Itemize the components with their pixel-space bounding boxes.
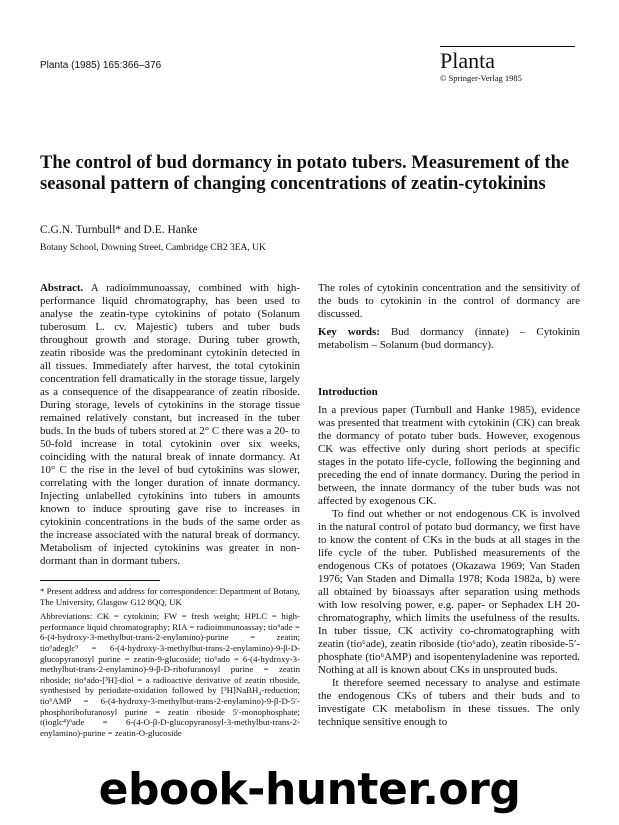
introduction-heading: Introduction bbox=[318, 386, 378, 398]
journal-logo-block bbox=[440, 46, 575, 83]
copyright-notice: © Springer-Verlag 1985 bbox=[440, 73, 522, 83]
article-authors: C.G.N. Turnbull* and D.E. Hanke bbox=[40, 224, 198, 236]
keywords-label: Key words: bbox=[318, 326, 380, 338]
intro-paragraph-2: To find out whether or not endogenous CK is involved in the natural control of potato bud dormancy, we first have to know the content of CKs in the buds at all stages in the life cycle of the tuber. Published measurements of the endogenous CKs of potatoes (Okazawa 1969; Van Staden 1976; Van Staden and Dimalla 1978; Koda 1982a, b) were all obtained by bioassays after separation using methods with low resolving power, e.g. paper- or Sephadex LH 20-chromatography, which limits the usefulness of the results. In tuber tissue, CK activity co-chromatographing with zeatin (tio⁶ade), zeatin riboside (tio⁶ado), zeatin riboside-5′-phosphate (tio⁶AMP) and isopentenyladenine was reported. Nothing at all is known about CKs in unsprouted buds. bbox=[318, 508, 580, 676]
abstract-label: Abstract. bbox=[40, 282, 84, 294]
left-column bbox=[40, 282, 300, 738]
author-affiliation: Botany School, Downing Street, Cambridge CB2 3EA, UK bbox=[40, 243, 266, 253]
right-column bbox=[318, 282, 580, 729]
keywords bbox=[318, 326, 580, 352]
abstract bbox=[40, 282, 300, 568]
watermark: ebook-hunter.org bbox=[98, 764, 521, 815]
abstract-continued: The roles of cytokinin concentration and the sensitivity of the buds to cytokinin in the control of dormancy are discussed. bbox=[318, 282, 580, 320]
journal-logo: Planta bbox=[440, 48, 495, 73]
logo-rule bbox=[440, 46, 575, 47]
footnote-divider bbox=[40, 580, 160, 581]
abstract-text: A radioimmunoassay, combined with high-performance liquid chromatography, has been used to analyse the zeatin-type cytokinins of potato (Solanum tuberosum L. cv. Majestic) tubers and tuber buds throughout growth and storage. During tuber growth, zeatin riboside was the predominant cytokinin detected in all tissues. Immediately after harvest, the total cytokinin concentration fell dramatically in the storage tissue, largely as a consequence of the disappearance of zeatin riboside. During storage, levels of cytokinins in the storage tissue remained relatively constant, but increased in the tuber buds. In the buds of tubers stored at 2° C there was a 20- to 50-fold increase in total cytokinin over six weeks, coinciding with the natural break of innate dormancy. At 10° C the rise in the level of bud cytokinins was slower, correlating with the longer duration of innate dormancy. Injecting unlabelled cytokinins into tubers in amounts known to induce sprouting gave rise to increases in cytokinin concentrations in the buds of the same order as the increase associated with the natural break of dormancy. Metabolism of injected cytokinins was greater in non-dormant than in dormant tubers. bbox=[40, 282, 300, 567]
intro-paragraph-1: In a previous paper (Turnbull and Hanke 1985), evidence was presented that treatment with cytokinin (CK) can break the dormancy of potato tuber buds. However, exogenous CK was effective only during short periods at specific stages in the potato life-cycle, following the beginning and preceding the end of innate dormancy. During the period in between, the innate dormancy of the tuber buds was not affected by exogenous CK. bbox=[318, 404, 580, 507]
correspondence-footnote: * Present address and address for correspondence: Department of Botany, The University, Glasgow G12 8QQ, UK bbox=[40, 586, 300, 607]
abbreviations-footnote: Abbreviations: CK = cytokinin; FW = fresh weight; HPLC = high-performance liquid chromatography; RIA = radioimmunoassay; tio⁶ade = 6-(4-hydroxy-3-methylbut-trans-2-enylamino)-purine = zeatin; tio⁶adeglc⁹ = 6-(4-hydroxy-3-methylbut-trans-2-enylamino)-9-β-D-glucopyranosyl purine = zeatin-9-glucoside; tio⁶ado = 6-(4-hydroxy-3-methylbut-trans-2-enylamino)-9-β-D-ribofuranosyl purine = zeatin riboside; tio⁶ado-[³H]-diol = a radioactive derivative of zeatin riboside, synthesised by periodate-oxidation followed by [³H]NaBH₄-reduction; tio⁶AMP = 6-(4-hydroxy-3-methylbut-trans-2-enylamino)-9-β-D-5′-phosphoribofuranosyl purine = zeatin riboside 5′-monophosphate; t(ioglc⁴)⁶ade = 6-(4-O-β-D-glucopyranosyl-3-methylbut-trans-2-enylamino)-purine = zeatin-O-glucoside bbox=[40, 611, 300, 738]
article-title: The control of bud dormancy in potato tubers. Measurement of the seasonal pattern of changing concentrations of zeatin-cytokinins bbox=[40, 153, 570, 194]
keywords-text: Bud dormancy (innate) – Cytokinin metabolism – Solanum (bud dormancy). bbox=[318, 326, 580, 351]
intro-paragraph-3: It therefore seemed necessary to analyse and estimate the endogenous CKs of tubers and their buds and to investigate CK metabolism in these tissues. The only technique sensitive enough to bbox=[318, 677, 580, 728]
journal-citation: Planta (1985) 165:366–376 bbox=[40, 60, 162, 71]
